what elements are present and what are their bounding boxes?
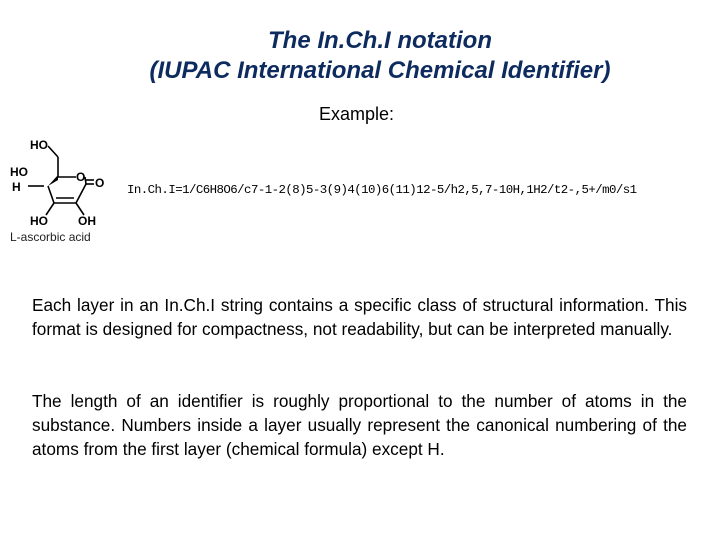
bond-c3-c4 [48, 186, 54, 203]
atom-ho-mid: HO [10, 165, 28, 179]
example-label: Example: [319, 104, 395, 124]
atom-o-carbonyl: O [95, 176, 105, 190]
slide-title [0, 26, 720, 86]
title-line-1: The In.Ch.I notation [268, 27, 492, 54]
ascorbic-acid-structure [6, 133, 116, 233]
atom-ho-bottom: HO [30, 214, 48, 228]
molecule-name: L-ascorbic acid [10, 230, 91, 244]
bond-c1-c2 [76, 184, 86, 203]
bond-ch2-ho [48, 146, 58, 157]
title-line-2: (IUPAC International Chemical Identifier) [149, 57, 611, 84]
atom-ho-top: HO [30, 138, 48, 152]
atom-o-ring: O [76, 170, 86, 184]
paragraph-length: The length of an identifier is roughly proportional to the number of atoms in the substance. Numbers inside a layer usually represent the canonical numbering of the atoms from the first layer (chemical formula) except H. [32, 391, 687, 459]
inchi-string: In.Ch.I=1/C6H8O6/c7-1-2(8)5-3(9)4(10)6(11)12-5/h2,5,7-10H,1H2/t2-,5+/m0/s1 [127, 183, 637, 197]
atom-oh-bottom: OH [78, 214, 96, 228]
paragraph-layers: Each layer in an In.Ch.I string contains a specific class of structural information. This format is designed for compactness, not readability, but can be interpreted manually. [32, 295, 687, 339]
wedge-bond [48, 175, 58, 186]
atom-h: H [12, 180, 21, 194]
